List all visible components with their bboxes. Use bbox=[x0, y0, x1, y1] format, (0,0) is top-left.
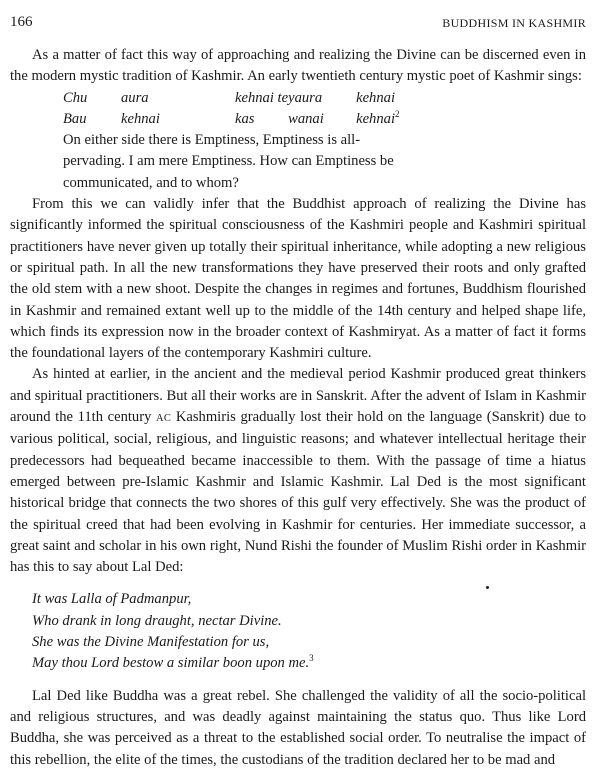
poem-quote bbox=[32, 589, 586, 674]
verse-translation: On either side there is Emptiness, Emptiness is all-pervading. I am mere Emptiness. How can Emptiness be communicated, and to whom? bbox=[63, 132, 394, 191]
verse-word: kehnai bbox=[356, 110, 395, 127]
poem-line: May thou Lord bestow a similar boon upon me. bbox=[32, 655, 310, 672]
kashmiri-verse bbox=[63, 88, 400, 131]
verse-word: aura bbox=[121, 89, 149, 106]
verse-line bbox=[63, 109, 400, 130]
verse-word: Chu bbox=[63, 89, 88, 106]
poem-line: Who drank in long draught, nectar Divine. bbox=[32, 612, 282, 629]
poem-line: It was Lalla of Padmanpur, bbox=[32, 591, 192, 608]
verse-word: yaura bbox=[288, 89, 323, 106]
paragraph-intro: As a matter of fact this way of approaching and realizing the Divine can be discerned even in the modern mystic tradition of Kashmir. An early twentieth century mystic poet of Kashmir sings: bbox=[10, 47, 586, 85]
poem-line-last bbox=[32, 653, 586, 674]
verse-word: kehnai te bbox=[235, 89, 289, 106]
history-text-a: As hinted at earlier, in the ancient and the medieval period Kashmir produced great thinkers and spiritual practitioners. But all their works are in Sanskrit. After the advent of Islam in Kashmir around the 11th century bbox=[10, 366, 586, 426]
page-number: 166 bbox=[10, 14, 33, 30]
verse-word: Bau bbox=[63, 110, 87, 127]
poem-line: She was the Divine Manifestation for us, bbox=[32, 634, 270, 651]
footnote-marker: 3 bbox=[309, 653, 314, 664]
era-abbreviation: AC bbox=[156, 413, 172, 425]
print-speck bbox=[486, 586, 489, 589]
verse-line bbox=[63, 88, 400, 109]
running-head: BUDDHISM IN KASHMIR bbox=[442, 16, 586, 30]
body-text bbox=[10, 45, 586, 771]
paragraph-inference: From this we can validly infer that the Buddhist approach of realizing the Divine has significantly informed the spiritual consciousness of the Kashmiri people and Kashmiri spiritual practitioners have never given up totally their spiritual inheritance, while adopting a new religious or spiritual path. In all the new transformations they have preserved their roots and only grafted the old stem with a new shoot. Despite the changes in regimes and fortunes, Buddhism flourished in Kashmir and remained extant well up to the middle of the 14th century and helped shape life, which finds its expression now in the broader context of Kashmiryat. As a matter of fact it forms the foundational layers of the contemporary Kashmiri culture. bbox=[10, 196, 586, 362]
paragraph-rebel: Lal Ded like Buddha was a great rebel. She challenged the validity of all the socio-political and religious structures, and was deadly against maintaining the status quo. Thus like Lord Buddha, she was perceived as a threat to the established social order. To neutralise the impact of this rebellion, the elite of the times, the custodians of the tradition declared her to be mad and bbox=[10, 687, 586, 768]
history-text-b: Kashmiris gradually lost their hold on the language (Sanskrit) due to various political, social, religious, and linguistic reasons; and whatever intellectual heritage their predecessors had bequeathed became inaccessible to them. With the passage of time a hiatus emerged between pre-Islamic Kashmir and Islamic Kashmir. Lal Ded is the most significant historical bridge that connects the two shores of this gulf very effectively. She was the product of the spiritual creed that had been evolving in Kashmir for centuries. Her immediate successor, a great saint and scholar in his own right, Nund Rishi the founder of Muslim Rishi order in Kashmir has this to say about Lal Ded: bbox=[10, 409, 586, 576]
paragraph-history bbox=[10, 364, 586, 578]
verse-word-last bbox=[356, 109, 399, 130]
verse-word: kehnai bbox=[356, 89, 395, 106]
verse-word: wanai bbox=[288, 110, 324, 127]
verse-word: kas bbox=[235, 110, 255, 127]
verse-word: kehnai bbox=[121, 110, 160, 127]
footnote-marker: 2 bbox=[395, 108, 400, 119]
